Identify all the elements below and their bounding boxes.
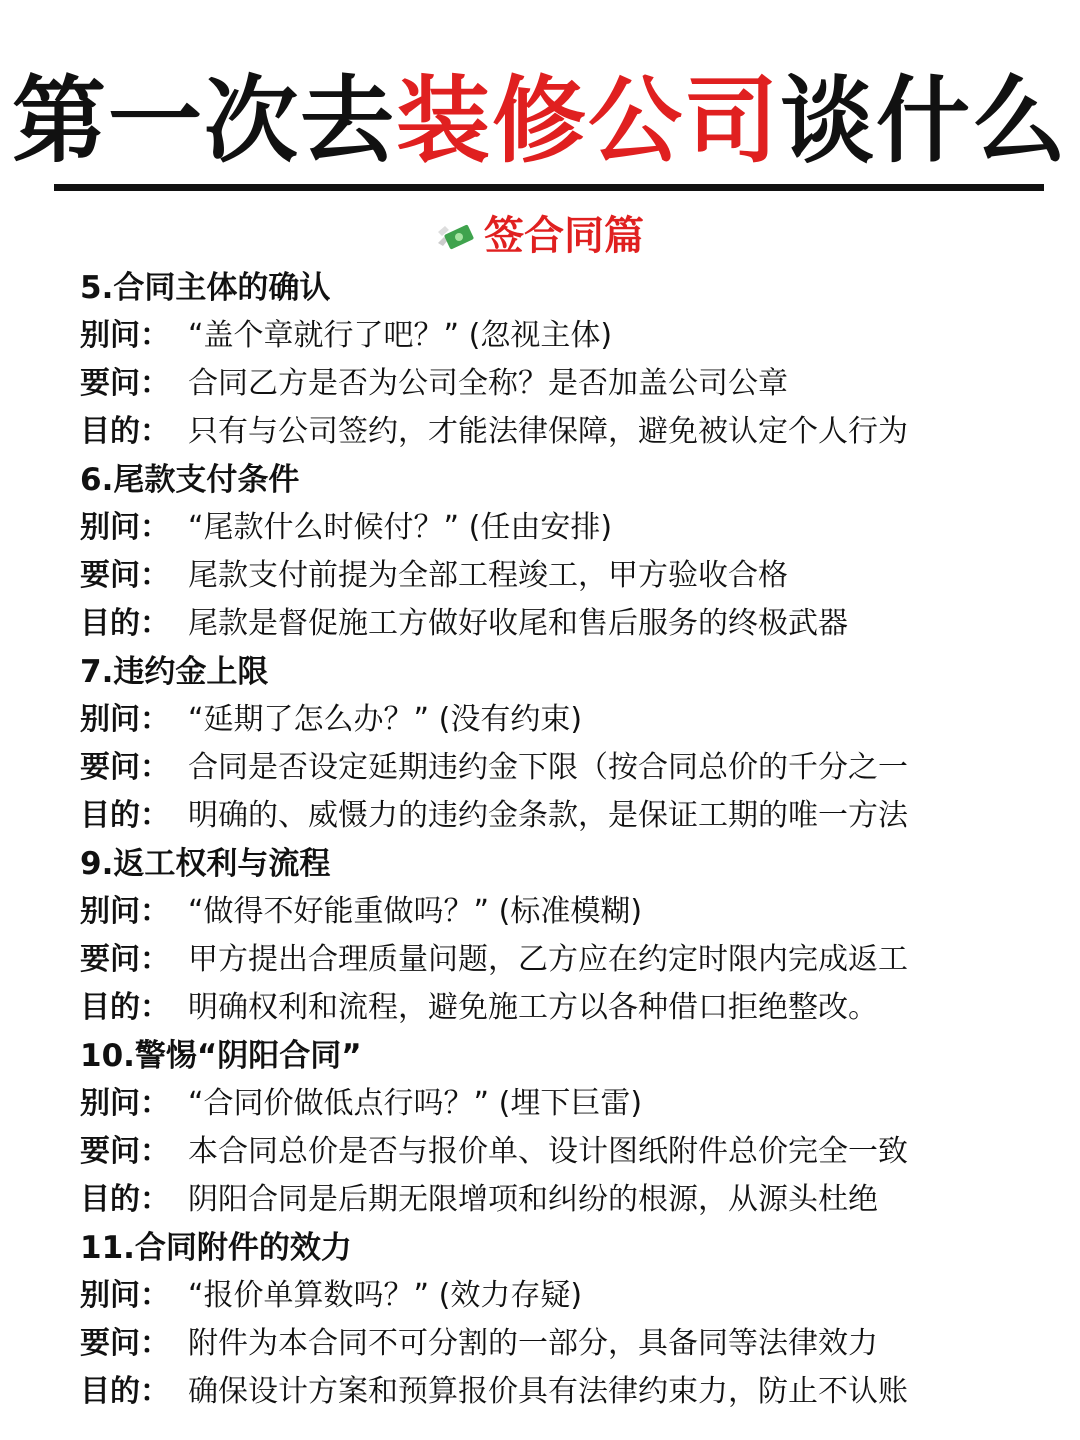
- row-label: 目的：: [80, 1182, 170, 1217]
- row-text: 尾款是督促施工方做好收尾和售后服务的终极武器: [188, 606, 848, 641]
- row-text: 甲方提出合理质量问题，乙方应在约定时限内完成返工: [188, 942, 908, 977]
- row-label: 别问：: [80, 894, 170, 929]
- qa-row: [80, 696, 1040, 744]
- row-label: 目的：: [80, 1374, 170, 1409]
- content-list: [80, 264, 1040, 1416]
- title-part1: 第一次去: [11, 67, 396, 176]
- qa-row: [80, 888, 1040, 936]
- section-heading: 7.违约金上限: [80, 654, 269, 690]
- qa-row: [80, 984, 1040, 1032]
- section-heading: 9.返工权利与流程: [80, 846, 331, 882]
- row-text: 尾款支付前提为全部工程竣工，甲方验收合格: [188, 558, 788, 593]
- title-divider: [54, 184, 1044, 191]
- row-text: 附件为本合同不可分割的一部分，具备同等法律效力: [188, 1326, 878, 1361]
- row-label: 要问：: [80, 750, 170, 785]
- row-label: 要问：: [80, 1134, 170, 1169]
- row-label: 别问：: [80, 318, 170, 353]
- qa-row: [80, 360, 1040, 408]
- row-label: 要问：: [80, 558, 170, 593]
- row-text: 合同乙方是否为公司全称？是否加盖公司公章: [188, 366, 788, 401]
- row-text: 只有与公司签约，才能法律保障，避免被认定个人行为: [188, 414, 908, 449]
- row-text: “报价单算数吗？” (效力存疑): [188, 1278, 583, 1313]
- row-text: “做得不好能重做吗？” (标准模糊): [188, 894, 643, 929]
- qa-row: [80, 1320, 1040, 1368]
- row-label: 要问：: [80, 1326, 170, 1361]
- row-label: 别问：: [80, 1278, 170, 1313]
- subtitle-text: 签合同篇: [484, 213, 644, 259]
- section-heading: 11.合同附件的效力: [80, 1230, 352, 1266]
- subtitle: [0, 208, 1080, 264]
- row-label: 目的：: [80, 990, 170, 1025]
- qa-row: [80, 1128, 1040, 1176]
- row-text: 明确的、威慑力的违约金条款，是保证工期的唯一方法: [188, 798, 908, 833]
- qa-row: [80, 744, 1040, 792]
- title-part2: 谈什么: [780, 67, 1069, 176]
- row-label: 目的：: [80, 606, 170, 641]
- row-label: 别问：: [80, 702, 170, 737]
- row-text: “盖个章就行了吧？” (忽视主体): [188, 318, 613, 353]
- row-text: 确保设计方案和预算报价具有法律约束力，防止不认账: [188, 1374, 908, 1409]
- qa-row: [80, 1368, 1040, 1416]
- qa-row: [80, 1080, 1040, 1128]
- qa-row: [80, 408, 1040, 456]
- section-heading: 6.尾款支付条件: [80, 462, 300, 498]
- row-text: “尾款什么时候付？” (任由安排): [188, 510, 613, 545]
- row-label: 目的：: [80, 798, 170, 833]
- qa-row: [80, 936, 1040, 984]
- money-with-wings-icon: [436, 223, 474, 251]
- qa-row: [80, 312, 1040, 360]
- row-label: 目的：: [80, 414, 170, 449]
- section-heading: 10.警惕“阴阳合同”: [80, 1038, 362, 1074]
- qa-row: [80, 792, 1040, 840]
- row-text: 本合同总价是否与报价单、设计图纸附件总价完全一致: [188, 1134, 908, 1169]
- title-highlight: 装修公司: [395, 67, 780, 176]
- row-text: 合同是否设定延期违约金下限（按合同总价的千分之一: [188, 750, 908, 785]
- row-label: 别问：: [80, 1086, 170, 1121]
- qa-row: [80, 552, 1040, 600]
- page-title: [0, 62, 1080, 182]
- row-text: 明确权利和流程，避免施工方以各种借口拒绝整改。: [188, 990, 878, 1025]
- row-text: 阴阳合同是后期无限增项和纠纷的根源，从源头杜绝: [188, 1182, 878, 1217]
- row-text: “合同价做低点行吗？” (埋下巨雷): [188, 1086, 643, 1121]
- row-label: 要问：: [80, 366, 170, 401]
- section-heading: 5.合同主体的确认: [80, 270, 331, 306]
- qa-row: [80, 1272, 1040, 1320]
- row-label: 要问：: [80, 942, 170, 977]
- qa-row: [80, 1176, 1040, 1224]
- qa-row: [80, 600, 1040, 648]
- row-text: “延期了怎么办？” (没有约束): [188, 702, 583, 737]
- qa-row: [80, 504, 1040, 552]
- row-label: 别问：: [80, 510, 170, 545]
